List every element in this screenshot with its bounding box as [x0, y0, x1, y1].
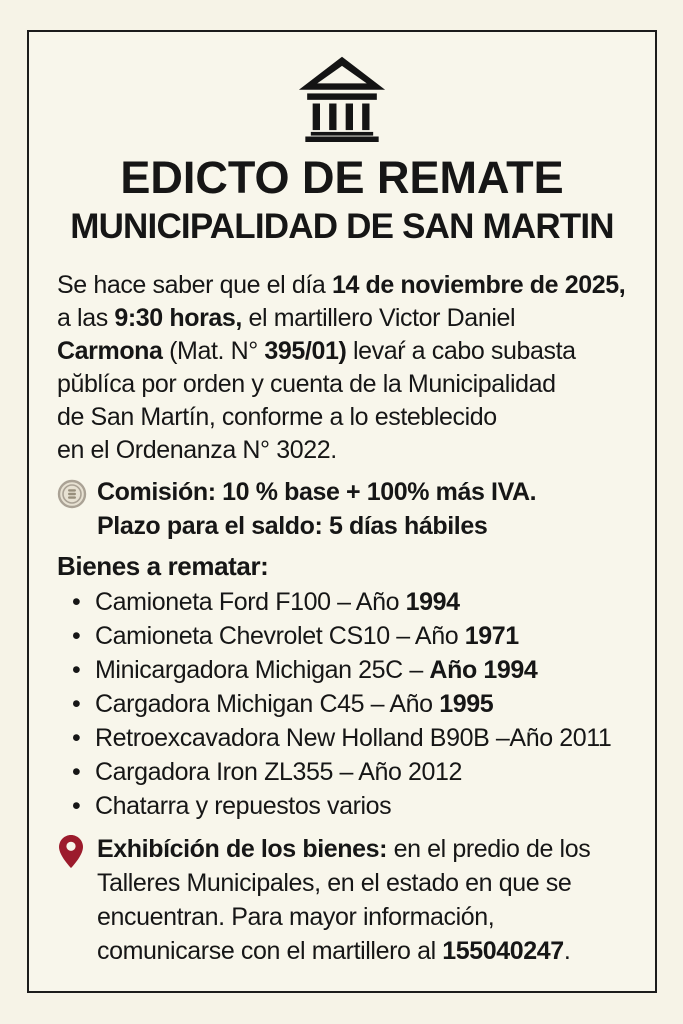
- text-segment: Exhibíción de los bienes:: [97, 835, 388, 863]
- text-segment: a las: [57, 304, 115, 332]
- list-item: [95, 721, 627, 755]
- text-segment: 9:30 horas,: [114, 304, 242, 332]
- text-line: [57, 335, 627, 368]
- text-line: [57, 401, 627, 434]
- text-segment: en el Ordenanza N° 3022.: [57, 436, 337, 464]
- text-line: [97, 832, 590, 866]
- intro-paragraph: [57, 269, 627, 467]
- text-segment: Retroexcavadora New Holland B90B –Año 2011: [95, 724, 612, 752]
- list-item: [95, 585, 627, 619]
- list-item: [95, 755, 627, 789]
- text-segment: Cargadora Iron ZL355 – Año 2012: [95, 758, 463, 786]
- text-segment: 1994: [405, 588, 460, 616]
- commission-section: [57, 475, 627, 543]
- text-segment: 395/01): [264, 337, 347, 365]
- edict-card: [27, 30, 657, 993]
- text-line: [57, 434, 627, 467]
- text-segment: .: [563, 937, 571, 965]
- text-line: [57, 302, 627, 335]
- text-segment: encuentran. Para mayor información,: [97, 903, 495, 931]
- exhibition-text: [97, 832, 590, 968]
- text-segment: el martillero Victor Daniel: [241, 304, 516, 332]
- text-segment: Se hace saber que el día: [57, 271, 332, 299]
- assets-list: [57, 585, 627, 823]
- text-segment: en el predio de los: [387, 835, 591, 863]
- page-subtitle: MUNICIPALIDAD DE SAN MARTIN: [70, 207, 614, 246]
- list-item: [95, 687, 627, 721]
- commission-icon-col: [57, 475, 97, 509]
- list-item: [95, 789, 627, 823]
- location-pin-icon: [59, 835, 83, 868]
- text-line: [57, 269, 627, 302]
- text-segment: levaŕ a cabo subasta: [346, 337, 576, 365]
- text-segment: de San Martín, conforme a lo esteblecido: [57, 403, 497, 431]
- text-segment: 1971: [464, 622, 519, 650]
- text-segment: Carmona: [57, 337, 163, 365]
- text-line: [97, 475, 536, 509]
- list-item: [95, 653, 627, 687]
- text-segment: (Mat. N°: [162, 337, 265, 365]
- text-segment: Minicargadora Michigan 25C –: [95, 656, 430, 684]
- text-segment: 155040247: [442, 937, 564, 965]
- text-segment: Cargadora Michigan C45 – Año: [95, 690, 440, 718]
- text-segment: Año 1994: [429, 656, 538, 684]
- text-segment: Chatarra y repuestos varios: [95, 792, 392, 820]
- text-segment: pŭblíca por orden y cuenta de la Municipalidad: [57, 370, 556, 398]
- text-segment: Comisión: 10 % base + 100% más IVA.: [97, 478, 537, 506]
- assets-heading: Bienes a rematar:: [57, 551, 269, 581]
- bank-icon: [298, 54, 386, 142]
- text-line: [97, 509, 536, 543]
- text-line: [57, 368, 627, 401]
- list-item: [95, 619, 627, 653]
- coin-icon: [57, 479, 87, 509]
- exhibition-icon-col: [57, 832, 97, 868]
- text-line: [97, 866, 590, 900]
- exhibition-section: [57, 832, 627, 968]
- page-title: EDICTO DE REMATE: [120, 152, 564, 203]
- text-segment: comunicarse con el martillero al: [97, 937, 443, 965]
- text-segment: Camioneta Ford F100 – Año: [95, 588, 406, 616]
- text-line: [97, 934, 590, 968]
- text-line: [97, 900, 590, 934]
- text-segment: Camioneta Chevrolet CS10 – Año: [95, 622, 465, 650]
- text-segment: 1995: [439, 690, 494, 718]
- commission-text: [97, 475, 536, 543]
- text-segment: 14 de noviembre de 2025,: [331, 271, 626, 299]
- text-segment: Talleres Municipales, en el estado en que se: [97, 869, 572, 897]
- text-segment: Plazo para el saldo: 5 días hábiles: [97, 512, 488, 540]
